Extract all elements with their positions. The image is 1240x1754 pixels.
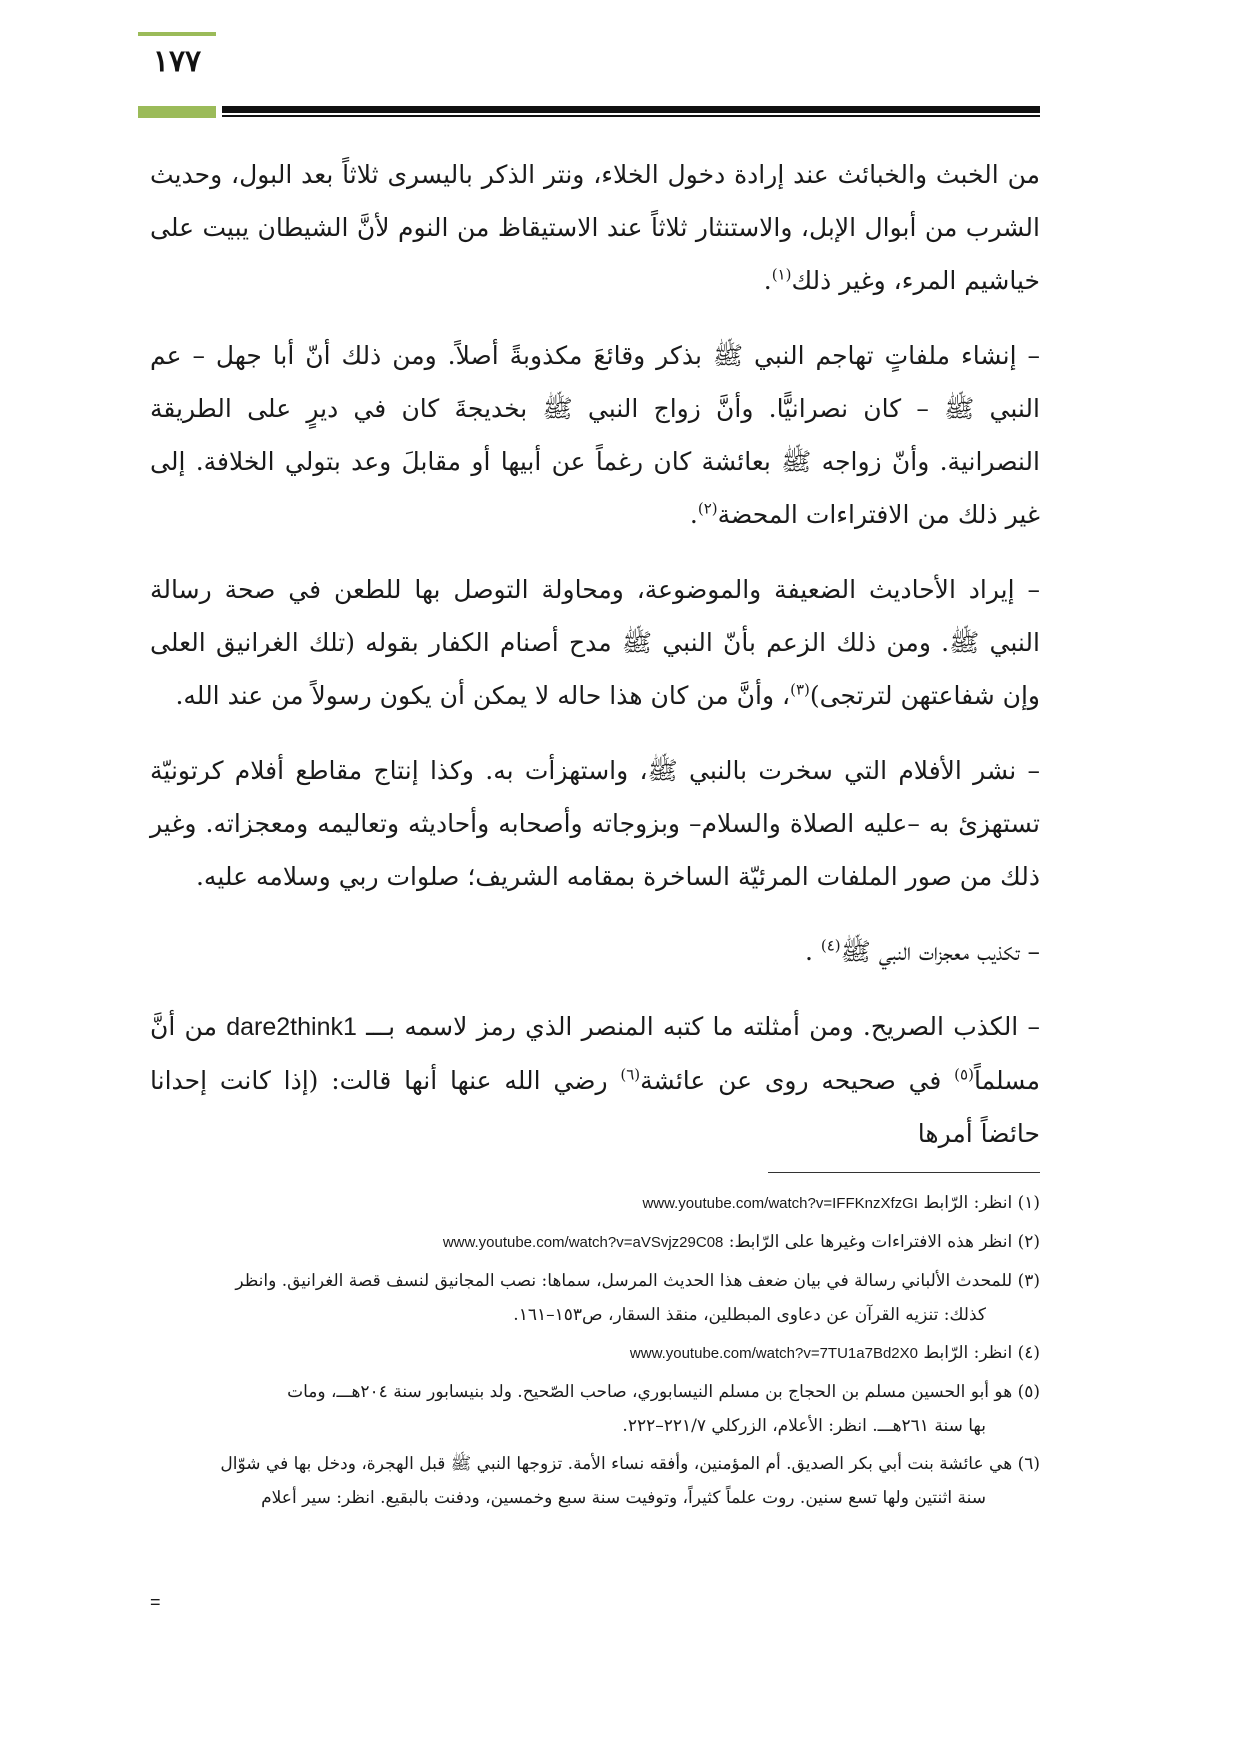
footnote-ref-2[interactable]: (٢) (697, 499, 718, 518)
footnote-ref-3[interactable]: (٣) (790, 680, 810, 699)
paragraph-4: – نشر الأفلام التي سخرت بالنبي ﷺ، واستهزأت به. وكذا إنتاج مقاطع أفلام كرتونيّة تستهزئ به –عليه الصلاة والسلام– وبزوجاته وأصحابه وأحاديثه وتعاليمه ومعجزاته. وغير ذلك من صور الملفات المرئيّة الساخرة بمقامه الشريف؛ صلوات ربي وسلامه عليه. (150, 756, 1040, 891)
paragraph-6: – الكذب الصريح. ومن أمثلته ما كتبه المنصر الذي رمز لاسمه بـــ dare2think1 من أنَّ مسلماً$^{(٥)}$ في صحيحه روى عن عائشة$^{(٦)}$ رضي الله عنها أنها قالت: (إذا كانت إحدانا حائضاً أمرها (150, 1012, 1040, 1148)
footnote-6: (٦) هي عائشة بنت أبي بكر الصديق. أم المؤمنين، وأفقه نساء الأمة. تزوجها النبي ﷺ قبل الهجرة، ودخل بها في شوّال سنة اثنتين ولها تسع سنين. روت علماً كثيراً، وتوفيت سنة سبع وخمسين، ودفنت بالبقيع. انظر: سير أعلام (220, 1454, 1040, 1508)
header-accent-bar (138, 106, 216, 118)
paragraph-3: – إيراد الأحاديث الضعيفة والموضوعة، ومحاولة التوصل بها للطعن في صحة رسالة النبي ﷺ. ومن ذلك الزعم بأنّ النبي ﷺ مدح أصنام الكفار بقوله (تلك الغرانيق العلى وإن شفاعتهن لترتجى)$^{(٣)}$، وأنَّ من كان هذا حاله لا يمكن أن يكون رسولاً من عند الله. (150, 575, 1040, 710)
page-header (0, 0, 1240, 130)
header-accent-top (138, 32, 216, 36)
footnote-ref-5[interactable]: (٥) (954, 1065, 974, 1084)
main-text (150, 148, 1040, 1182)
footnote-3: (٣) للمحدث الألباني رسالة في بيان ضعف هذا الحديث المرسل، سماها: نصب المجانيق لنسف قصة الغرانيق. وانظر كذلك: تنزيه القرآن عن دعاوى المبطلين، منقذ السقار، ص١٥٣–١٦١. (235, 1271, 1040, 1325)
username-latin: dare2think1 (226, 1013, 357, 1041)
footnote-1-link[interactable]: www.youtube.com/watch?v=IFFKnzXfzGI (642, 1195, 918, 1212)
footnote-4: (٤) انظر: الرّابط www.youtube.com/watch?v=7TU1a7Bd2X0 (629, 1343, 1040, 1363)
paragraph-5: – تكذيب معجزات النبي ﷺ$^{(٤)}$ . (804, 936, 1040, 966)
footnote-ref-4[interactable]: (٤) (820, 936, 841, 955)
footnote-1: (١) انظر: الرّابط www.youtube.com/watch?v=IFFKnzXfzGI (642, 1193, 1040, 1213)
footnote-5: (٥) هو أبو الحسين مسلم بن الحجاج بن مسلم النيسابوري، صاحب الصّحيح. ولد بنيسابور سنة ٢٠٤هـــ، ومات بها سنة ٢٦١هـــ. انظر: الأعلام، الزركلي ٢٢١/٧–٢٢٢. (287, 1382, 1040, 1436)
continuation-mark: = (150, 1592, 161, 1612)
footnote-separator (768, 1172, 1040, 1173)
footnote-ref-1[interactable]: (١) (771, 265, 792, 284)
footnotes (150, 1186, 1040, 1519)
header-rule-thick (222, 106, 1040, 113)
page-number: ١٧٧ (152, 44, 202, 79)
footnote-4-link[interactable]: www.youtube.com/watch?v=7TU1a7Bd2X0 (629, 1345, 918, 1362)
paragraph-1: من الخبث والخبائث عند إرادة دخول الخلاء، ونتر الذكر باليسرى ثلاثاً بعد البول، وحديث الشرب من أبوال الإبل، والاستنثار ثلاثاً عند الاستيقاظ من النوم لأنَّ الشيطان يبيت على خياشيم المرء، وغير ذلك$^{(١)}$. (150, 160, 1040, 295)
header-rule-thin (222, 115, 1040, 117)
footnote-2: (٢) انظر هذه الافتراءات وغيرها على الرّابط: www.youtube.com/watch?v=aVSvjz29C08 (442, 1232, 1040, 1252)
footnote-2-link[interactable]: www.youtube.com/watch?v=aVSvjz29C08 (442, 1234, 724, 1251)
footnote-ref-6[interactable]: (٦) (620, 1065, 641, 1084)
paragraph-2: – إنشاء ملفاتٍ تهاجم النبي ﷺ بذكر وقائعَ مكذوبةً أصلاً. ومن ذلك أنّ أبا جهل – عم النبي ﷺ – كان نصرانيًّا. وأنَّ زواج النبي ﷺ بخديجةَ كان في ديرٍ على الطريقة النصرانية. وأنّ زواجه ﷺ بعائشة كان رغماً عن أبيها أو مقابلَ وعد بتولي الخلافة. إلى غير ذلك من الافتراءات المحضة$^{(٢)}$. (150, 341, 1040, 529)
